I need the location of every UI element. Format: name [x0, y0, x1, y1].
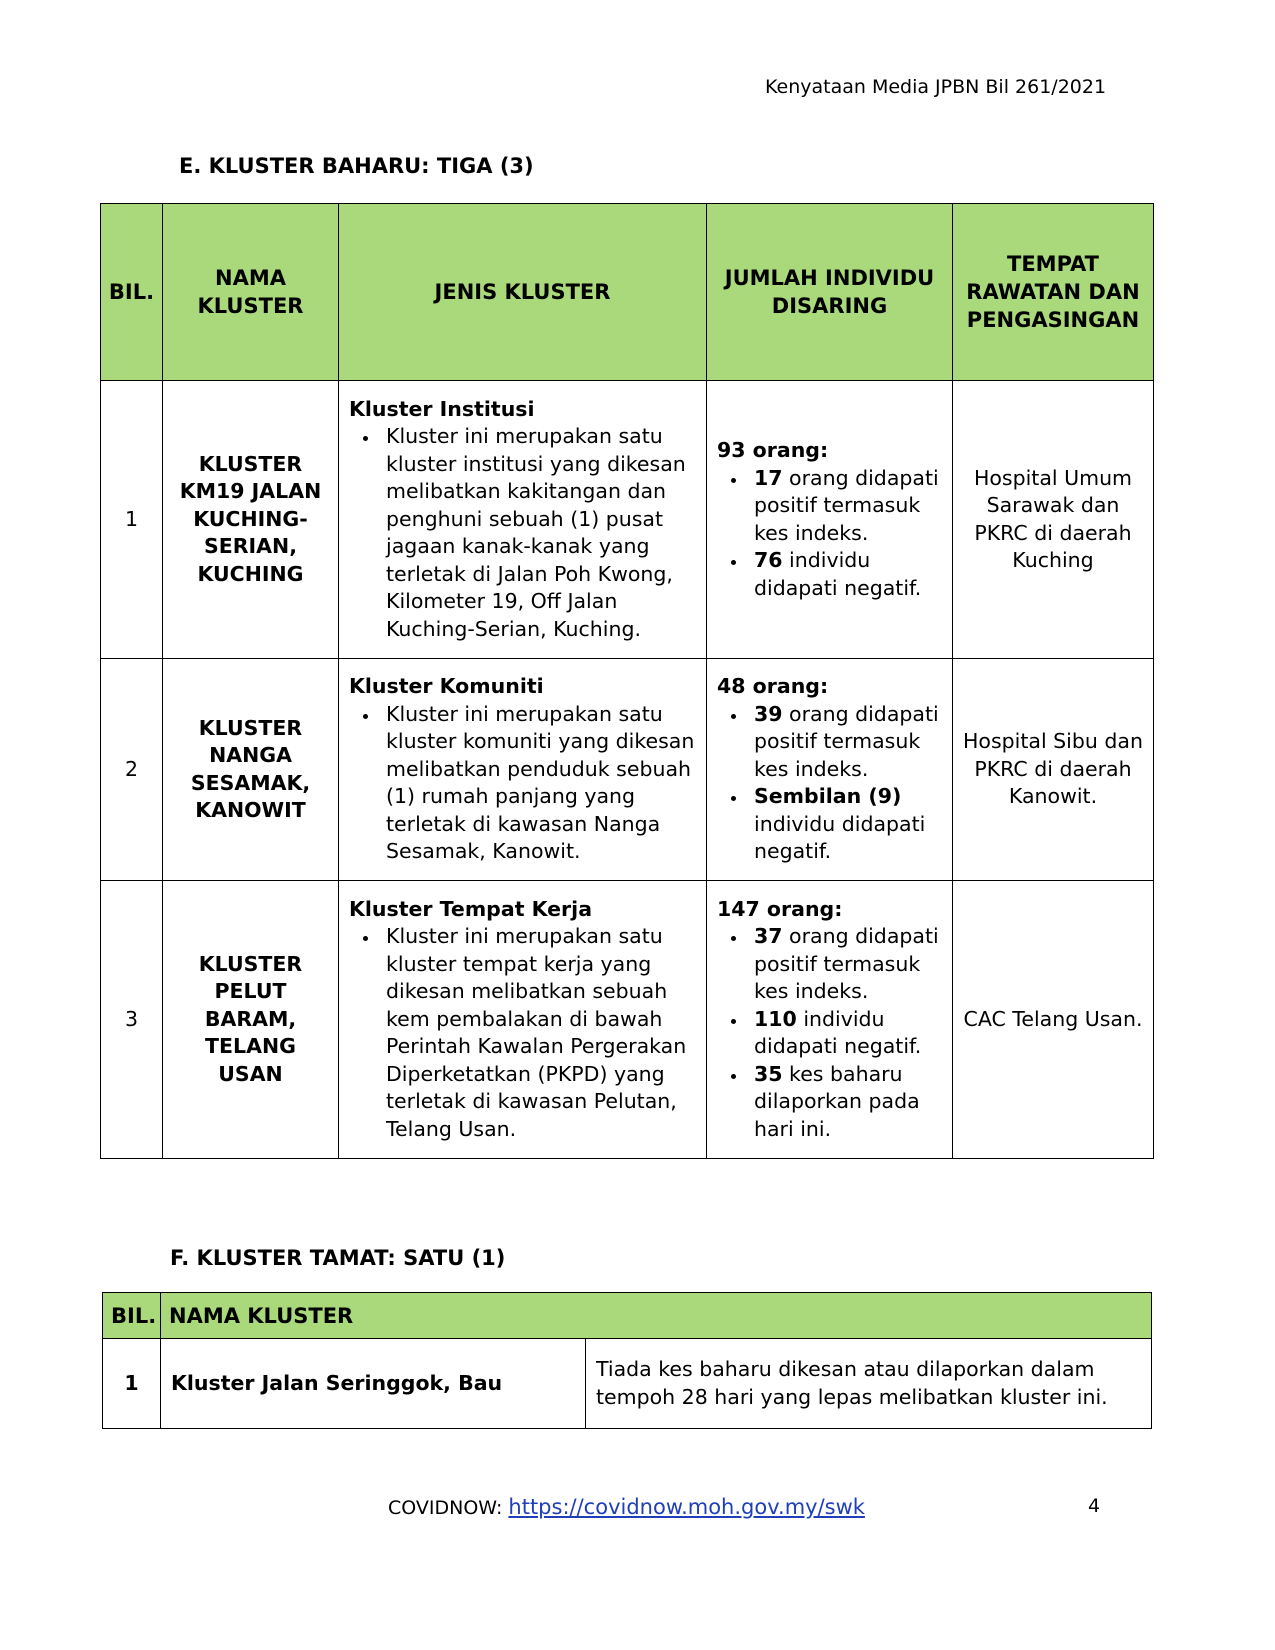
header-bil: BIL. — [101, 204, 163, 381]
screened-count — [707, 881, 953, 1159]
screened-breakdown — [717, 465, 942, 603]
ended-clusters-table — [102, 1292, 1152, 1429]
table-row — [103, 1339, 1152, 1429]
list-item: • Sembilan (9) individu didapati negatif. — [748, 783, 942, 866]
header-blank — [586, 1293, 1152, 1339]
screened-count — [707, 381, 953, 659]
cluster-name: KLUSTER KM19 JALAN KUCHING-SERIAN, KUCHING — [163, 381, 339, 659]
footer — [388, 1495, 865, 1519]
cluster-type-title: Kluster Komuniti — [349, 674, 544, 699]
screened-total: 48 orang: — [717, 674, 829, 699]
list-item: • Kluster ini merupakan satu kluster tempat kerja yang dikesan melibatkan sebuah kem pembalakan di bawah Perintah Kawalan Pergerakan Diperketatkan (PKPD) yang terletak di kawasan Pelutan, Telang Usan. — [380, 923, 696, 1143]
table-row — [101, 881, 1154, 1159]
row-number: 3 — [101, 881, 163, 1159]
header-jenis-kluster: JENIS KLUSTER — [339, 204, 707, 381]
header-nama-kluster: NAMA KLUSTER — [161, 1293, 586, 1339]
header-nama-kluster: NAMA KLUSTER — [163, 204, 339, 381]
cluster-type-list — [349, 423, 696, 643]
treatment-place: Hospital Umum Sarawak dan PKRC di daerah Kuching — [953, 381, 1154, 659]
screened-total: 93 orang: — [717, 438, 829, 462]
cluster-note: Tiada kes baharu dikesan atau dilaporkan dalam tempoh 28 hari yang lepas melibatkan kluster ini. — [586, 1339, 1152, 1429]
screened-count — [707, 659, 953, 881]
row-number: 2 — [101, 659, 163, 881]
cluster-type-title: Kluster Institusi — [349, 396, 535, 421]
list-item: • 35 kes baharu dilaporkan pada hari ini. — [748, 1061, 942, 1144]
screened-breakdown — [717, 701, 942, 866]
page-number: 4 — [1088, 1495, 1101, 1517]
header-bil: BIL. — [103, 1293, 161, 1339]
screened-breakdown — [717, 923, 942, 1143]
table-row — [101, 659, 1154, 881]
screened-total: 147 orang: — [717, 896, 843, 921]
covidnow-link[interactable]: https://covidnow.moh.gov.my/swk — [508, 1495, 865, 1519]
treatment-place: Hospital Sibu dan PKRC di daerah Kanowit. — [953, 659, 1154, 881]
cluster-type — [339, 659, 707, 881]
cluster-type-list — [349, 701, 696, 866]
cluster-type-title: Kluster Tempat Kerja — [349, 896, 593, 921]
cluster-type — [339, 881, 707, 1159]
cluster-type-list — [349, 923, 696, 1143]
list-item: • 76 individu didapati negatif. — [748, 547, 942, 602]
footer-label: COVIDNOW: — [388, 1497, 509, 1519]
document-reference: Kenyataan Media JPBN Bil 261/2021 — [765, 76, 1107, 98]
section-f-title: F. KLUSTER TAMAT: SATU (1) — [170, 1246, 506, 1270]
treatment-place: CAC Telang Usan. — [953, 881, 1154, 1159]
cluster-name: Kluster Jalan Seringgok, Bau — [161, 1339, 586, 1429]
table-row — [101, 381, 1154, 659]
new-clusters-table — [100, 203, 1154, 1159]
list-item: • 39 orang didapati positif termasuk kes indeks. — [748, 701, 942, 784]
row-number: 1 — [103, 1339, 161, 1429]
list-item: • 110 individu didapati negatif. — [748, 1006, 942, 1061]
list-item: • 37 orang didapati positif termasuk kes indeks. — [748, 923, 942, 1006]
row-number: 1 — [101, 381, 163, 659]
header-tempat-rawatan: TEMPAT RAWATAN DAN PENGASINGAN — [953, 204, 1154, 381]
table-header-row — [101, 204, 1154, 381]
cluster-name: KLUSTER PELUT BARAM, TELANG USAN — [163, 881, 339, 1159]
header-jumlah-individu: JUMLAH INDIVIDU DISARING — [707, 204, 953, 381]
list-item: • Kluster ini merupakan satu kluster institusi yang dikesan melibatkan kakitangan dan penghuni sebuah (1) pusat jagaan kanak-kanak yang terletak di Jalan Poh Kwong, Kilometer 19, Off Jalan Kuching-Serian, Kuching. — [380, 423, 696, 643]
section-e-title: E. KLUSTER BAHARU: TIGA (3) — [179, 154, 534, 178]
cluster-type — [339, 381, 707, 659]
list-item: • 17 orang didapati positif termasuk kes indeks. — [748, 465, 942, 548]
table-header-row — [103, 1293, 1152, 1339]
list-item: • Kluster ini merupakan satu kluster komuniti yang dikesan melibatkan penduduk sebuah (1) rumah panjang yang terletak di kawasan Nanga Sesamak, Kanowit. — [380, 701, 696, 866]
cluster-name: KLUSTER NANGA SESAMAK, KANOWIT — [163, 659, 339, 881]
